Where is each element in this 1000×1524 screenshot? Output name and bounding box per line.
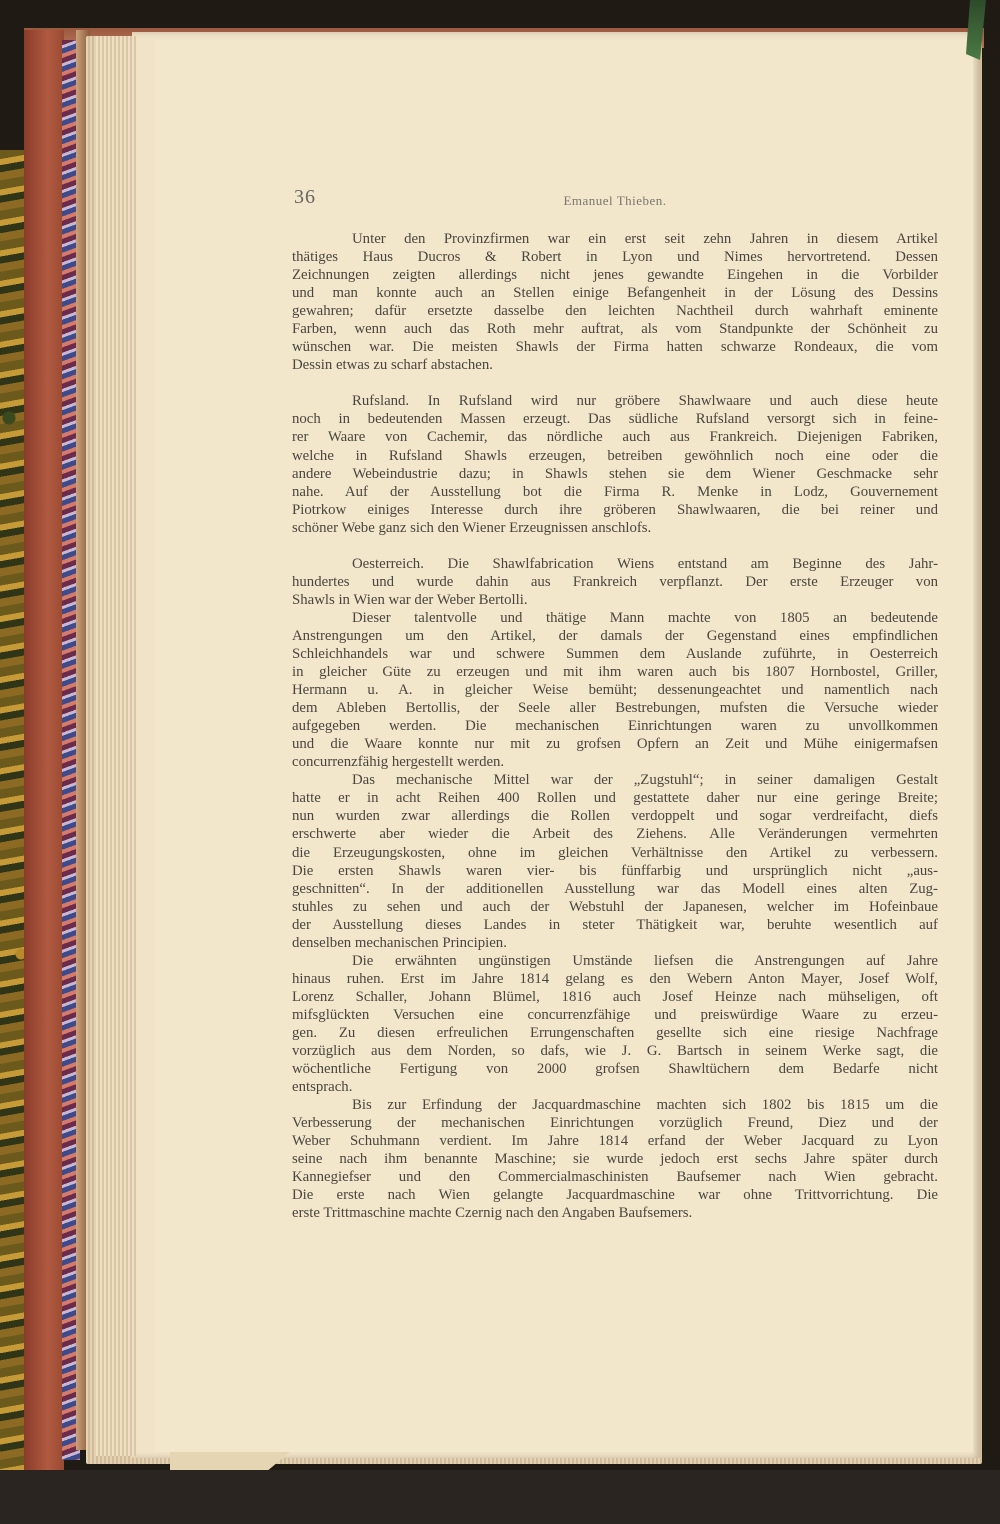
text-line: gen. Zu diesen erfreulichen Errungenschaften gesellte sich eine riesige Nachfrage xyxy=(292,1024,938,1041)
paragraph xyxy=(292,952,938,1096)
torn-page-corner xyxy=(170,1452,290,1472)
text-line: Zeichnungen zeigten allerdings nicht jenes gewandte Eingehen in die Vorbilder xyxy=(292,267,938,284)
text-line: wöchentliche Fertigung von 2000 grofsen Shawltüchern dem Bedarfe nicht xyxy=(292,1061,938,1078)
paragraph xyxy=(292,609,938,771)
text-line: mifsglückten Versuchen eine concurrenzfähige und preiswürdige Waare zu erzeu- xyxy=(292,1006,938,1023)
paragraph xyxy=(292,392,938,536)
text-line: Piotrkow einiges Interesse durch ihre gröberen Shawlwaaren, die bei reiner und xyxy=(292,501,938,518)
text-line: nun wurden zwar allerdings die Rollen verdoppelt und sogar verdreifacht, diefs xyxy=(292,808,938,825)
body-text xyxy=(292,230,938,1222)
text-line: die Erzeugungskosten, ohne im gleichen Verhältnisse den Artikel zu verbessern. xyxy=(292,844,938,861)
text-line: erschwerte aber wieder die Arbeit des Ziehens. Alle Veränderungen vermehrten xyxy=(292,826,938,843)
text-line: gewahren; dafür ersetzte dasselbe den leichten Nachtheil durch wahrhaft eminente xyxy=(292,303,938,320)
page-header xyxy=(292,186,938,216)
text-line: und man konnte auch an Stellen einige Befangenheit in der Lösung des Dessins xyxy=(292,285,938,302)
text-line: seine nach ihm benannte Maschine; sie wurde jedoch erst sechs Jahre später durch xyxy=(292,1151,938,1168)
bookmark-ribbon xyxy=(966,0,986,60)
page-edge-strips xyxy=(96,36,136,1456)
text-line: Die erwähnten ungünstigen Umstände liefsen die Anstrengungen auf Jahre xyxy=(352,952,938,969)
text-line: Shawls in Wien war der Weber Bertolli. xyxy=(292,591,528,608)
text-line: Farben, wenn auch das Roth mehr auftrat, als vom Standpunkte der Schönheit zu xyxy=(292,321,938,338)
text-line: schöner Webe ganz sich den Wiener Erzeugnissen anschlofs. xyxy=(292,519,652,536)
text-line: stuhles zu sehen und auch der Webstuhl der Japanesen, welcher im Hofeinbaue xyxy=(292,898,938,915)
text-line: vorzüglich aus dem Norden, so dafs, wie J. G. Bartsch in seinem Werke sagt, die xyxy=(292,1043,938,1060)
text-line: Das mechanische Mittel war der „Zugstuhl“; in seiner damaligen Gestalt xyxy=(352,772,938,789)
text-line: Die ersten Shawls waren vier- bis fünffarbig und ursprünglich nicht „aus- xyxy=(292,862,938,879)
text-line: Die erste nach Wien gelangte Jacquardmaschine war ohne Trittvorrichtung. Die xyxy=(292,1187,938,1204)
text-line: Rufsland. In Rufsland wird nur gröbere Shawlwaare und auch diese heute xyxy=(352,393,938,410)
paragraph xyxy=(292,771,938,951)
text-line: und die Waare konnte nur mit zu grofsen Opfern an Zeit und Mühe einigermafsen xyxy=(292,736,938,753)
text-line: Lorenz Schaller, Johann Blümel, 1816 auch Josef Heinze nach mühseligen, oft xyxy=(292,988,938,1005)
text-line: Bis zur Erfindung der Jacquardmaschine machten sich 1802 bis 1815 um die xyxy=(352,1097,938,1114)
paragraph xyxy=(292,1096,938,1222)
text-line: Dieser talentvolle und thätige Mann machte von 1805 an bedeutende xyxy=(352,609,938,626)
text-line: Hermann u. A. in gleicher Weise bemüht; dessenungeachtet und namentlich nach xyxy=(292,682,938,699)
text-line: entsprach. xyxy=(292,1079,353,1096)
text-line: welche in Rufsland Shawls erzeugen, betreiben gewöhnlich noch eine oder die xyxy=(292,447,938,464)
text-line: rer Waare von Cachemir, das nördliche auch aus Frankreich. Diejenigen Fabriken, xyxy=(292,429,938,446)
text-line: Kannegiefser und den Commercialmaschinisten Baufsemer nach Wien gebracht. xyxy=(292,1169,938,1186)
text-line: Oesterreich. Die Shawlfabrication Wiens entstand am Beginne des Jahr- xyxy=(352,555,938,572)
text-line: denselben mechanischen Principien. xyxy=(292,934,507,951)
paragraph xyxy=(292,230,938,374)
paragraph-gap xyxy=(292,374,938,392)
background-surface xyxy=(0,1470,1000,1524)
running-head: Emanuel Thieben. xyxy=(563,193,667,208)
text-line: andere Webeindustrie dazu; in Shawls stehen sie dem Wiener Geschmacke sehr xyxy=(292,465,938,482)
text-line: concurrenzfähig hergestellt werden. xyxy=(292,754,505,771)
text-line: nahe. Auf der Ausstellung bot die Firma R. Menke in Lodz, Gouvernement xyxy=(292,483,938,500)
text-line: hatte er in acht Reihen 400 Rollen und gestattete daher nur eine geringe Breite; xyxy=(292,790,938,807)
paragraph-gap xyxy=(292,537,938,555)
text-line: Dessin etwas zu scharf abstachen. xyxy=(292,357,493,374)
text-line: aufgegeben werden. Die mechanischen Einrichtungen waren zu unvollkommen xyxy=(292,718,938,735)
text-line: thätiges Haus Ducros & Robert in Lyon und Nimes hervortretend. Dessen xyxy=(292,249,938,266)
book-spine-binding xyxy=(24,30,64,1470)
text-line: noch in bedeutenden Massen erzeugt. Das südliche Rufsland versorgt sich in feine- xyxy=(292,411,938,428)
text-line: Anstrengungen um den Artikel, der damals der Gegenstand eines empfindlichen xyxy=(292,627,938,644)
text-line: geschnitten“. In der additionellen Ausstellung war das Modell eines alten Zug- xyxy=(292,880,938,897)
paragraph xyxy=(292,555,938,609)
text-line: erste Trittmaschine machte Czernig nach den Angaben Baufsemers. xyxy=(292,1205,693,1222)
text-line: Schleichhandels war und schwere Summen dem Auslande zuführte, in Oesterreich xyxy=(292,645,938,662)
text-line: hundertes und wurde dahin aus Frankreich verpflanzt. Der erste Erzeuger von xyxy=(292,573,938,590)
text-line: wünschen war. Die meisten Shawls der Firma hatten schwarze Rondeaux, die vom xyxy=(292,339,938,356)
text-line: Unter den Provinzfirmen war ein erst seit zehn Jahren in diesem Artikel xyxy=(352,231,938,247)
text-line: der Ausstellung dieses Landes in steter Thätigkeit war, beruhte wesentlich auf xyxy=(292,916,938,933)
text-line: hinaus ruhen. Erst im Jahre 1814 gelang es den Webern Anton Mayer, Josef Wolf, xyxy=(292,970,938,987)
text-line: in gleicher Güte zu erzeugen und mit ihm waren auch bis 1807 Hornbostel, Griller, xyxy=(292,664,938,681)
text-line: Verbesserung der mechanischen Einrichtungen vorzüglich Freund, Diez und der xyxy=(292,1115,938,1132)
text-line: Weber Schuhmann verdient. Im Jahre 1814 erfand der Weber Jacquard zu Lyon xyxy=(292,1133,938,1150)
text-line: dem Ableben Bertollis, der Seele aller Bestrebungen, mufsten die Versuche wieder xyxy=(292,700,938,717)
page-number: 36 xyxy=(294,186,316,208)
